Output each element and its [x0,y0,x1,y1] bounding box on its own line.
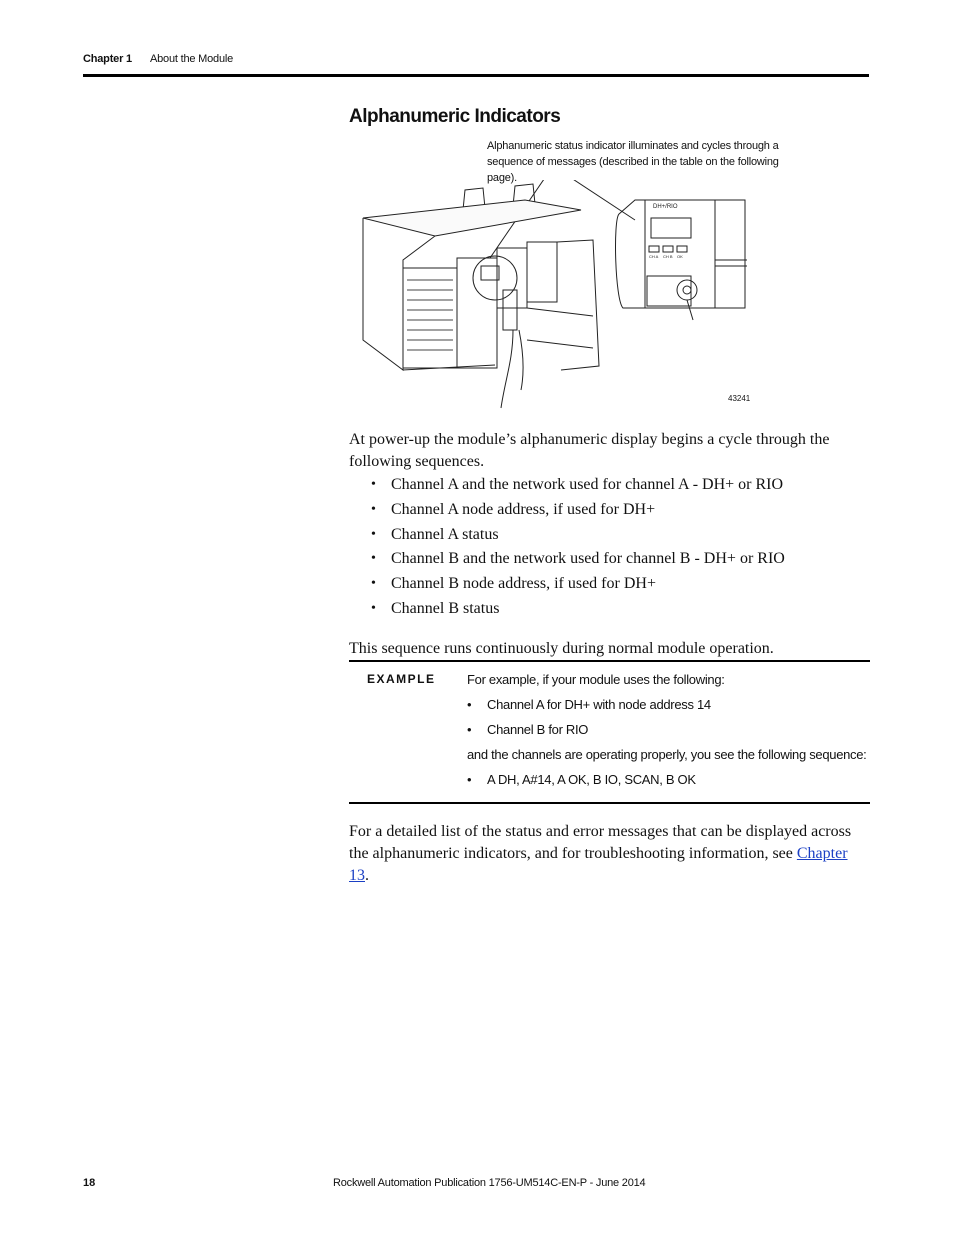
example-item: • Channel B for RIO [467,718,867,743]
figure-number: 43241 [728,394,751,403]
continuous-paragraph: This sequence runs continuously during normal module operation. [349,640,774,657]
publication-footer: Rockwell Automation Publication 1756-UM514C-EN-P - June 2014 [333,1177,646,1189]
example-middle: and the channels are operating properly, you see the following sequence: [467,747,867,762]
example-body [467,668,867,793]
example-rule-bottom [349,802,870,804]
sequence-list [349,473,869,622]
led-label-b: CH B [663,254,673,259]
list-item: • Channel B status [349,597,869,622]
list-item: • Channel A status [349,523,869,548]
list-item: • Channel B and the network used for channel B - DH+ or RIO [349,547,869,572]
example-label: EXAMPLE [367,672,436,686]
example-rule-top [349,660,870,662]
page-number: 18 [83,1177,96,1189]
example-intro: For example, if your module uses the following: [467,672,725,687]
intro-paragraph: At power-up the module’s alphanumeric display begins a cycle through the following sequences. [349,431,830,470]
list-item: • Channel A and the network used for channel A - DH+ or RIO [349,473,869,498]
detail-text: For a detailed list of the status and error messages that can be displayed across the alphanumeric indicators, and for troubleshooting information, see [349,823,852,862]
list-item: • Channel A node address, if used for DH+ [349,498,869,523]
example-item: • Channel A for DH+ with node address 14 [467,693,867,718]
header-chapter: Chapter 1 [83,53,132,65]
header-title: About the Module [150,53,234,65]
detail-tail: . [365,867,369,884]
detail-paragraph [349,821,870,887]
running-header [83,53,234,65]
section-heading: Alphanumeric Indicators [349,106,561,127]
panel-label: DH+/RIO [653,204,678,210]
example-result: • A DH, A#14, A OK, B IO, SCAN, B OK [467,768,867,793]
led-label-ok: OK [677,254,683,259]
chassis-module-illustration [355,180,755,410]
figure-callout: Alphanumeric status indicator illuminates and cycles through a sequence of messages (described in the table on the following page). [487,140,779,184]
header-rule [83,74,869,77]
led-label-a: CH A [649,254,659,259]
list-item: • Channel B node address, if used for DH+ [349,572,869,597]
chapter-13-link[interactable]: Chapter 13 [349,845,848,884]
